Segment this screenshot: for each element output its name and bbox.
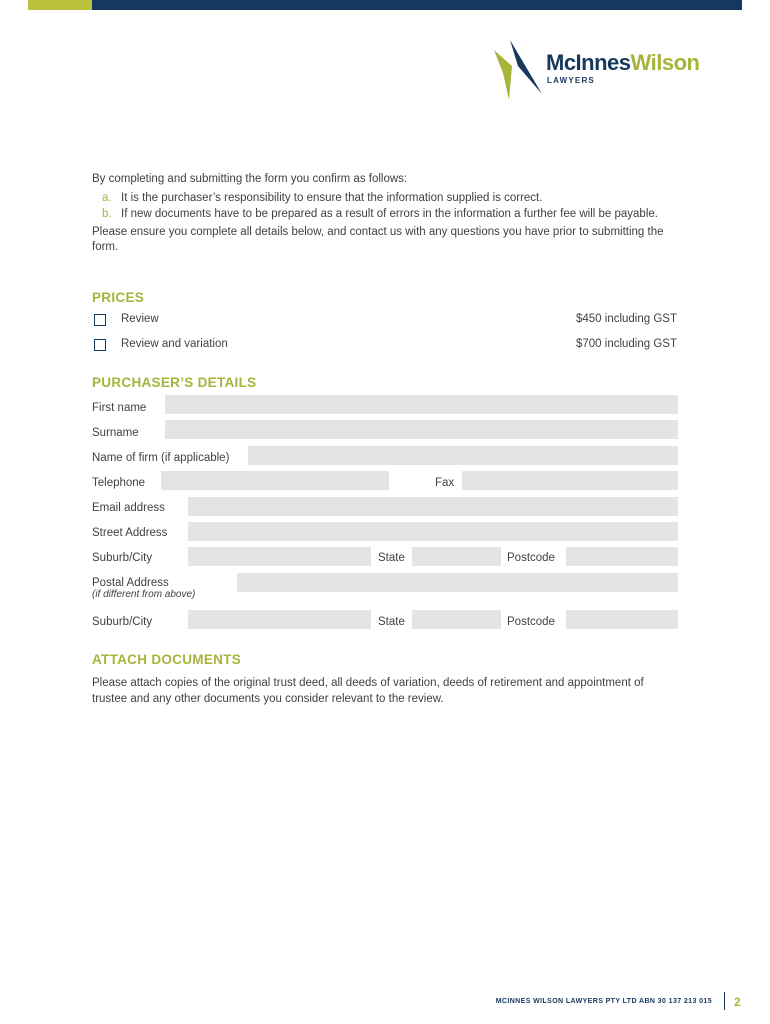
surname-field[interactable] — [165, 420, 678, 439]
telephone-field[interactable] — [161, 471, 389, 490]
logo-wordmark: McInnesWilson — [546, 50, 700, 75]
company-logo — [490, 36, 720, 102]
postcode-label: Postcode — [507, 552, 555, 564]
first-name-label: First name — [92, 402, 147, 414]
street-address-label: Street Address — [92, 527, 168, 539]
review-and-variation-checkbox[interactable] — [94, 339, 106, 351]
suburb-city-label: Suburb/City — [92, 552, 153, 564]
postal-suburb-city-field[interactable] — [188, 610, 371, 629]
confirmation-list — [92, 191, 682, 223]
fax-label: Fax — [435, 477, 455, 489]
list-marker: b. — [102, 208, 112, 220]
postal-suburb-city-label: Suburb/City — [92, 616, 153, 628]
purchaser-details-heading: PURCHASER’S DETAILS — [92, 375, 257, 390]
state-field[interactable] — [412, 547, 501, 566]
price-amount: $450 including GST — [575, 313, 677, 325]
list-marker: a. — [102, 191, 112, 204]
postal-address-field[interactable] — [237, 573, 678, 592]
page-number: 2 — [734, 995, 741, 1009]
confirmation-item — [92, 207, 682, 223]
header-accent-bar-navy — [92, 0, 742, 10]
postal-address-note: (if different from above) — [92, 589, 196, 600]
postal-state-label: State — [378, 616, 405, 628]
confirmation-item — [92, 191, 682, 207]
mcinnes-wilson-logo-icon — [490, 36, 546, 102]
price-option-review — [92, 313, 677, 329]
firm-name-field[interactable] — [248, 446, 678, 465]
footer-company-info: MCINNES WILSON LAWYERS PTY LTD ABN 30 137 213 015 — [495, 998, 712, 1005]
price-amount: $700 including GST — [575, 338, 677, 350]
postal-postcode-label: Postcode — [507, 616, 555, 628]
email-field[interactable] — [188, 497, 678, 516]
fax-field[interactable] — [462, 471, 678, 490]
firm-name-label: Name of firm (if applicable) — [92, 452, 230, 464]
header-accent-bar-green — [28, 0, 92, 10]
street-address-field[interactable] — [188, 522, 678, 541]
confirmation-text: If new documents have to be prepared as a result of errors in the information a further fee will be payable. — [121, 208, 658, 220]
suburb-city-field[interactable] — [188, 547, 371, 566]
confirmation-text: It is the purchaser’s responsibility to ensure that the information supplied is correct. — [121, 191, 543, 204]
first-name-field[interactable] — [165, 395, 678, 414]
logo-subtitle: LAWYERS — [547, 76, 595, 85]
price-option-label: Review — [121, 313, 159, 325]
price-option-label: Review and variation — [121, 338, 228, 350]
state-label: State — [378, 552, 405, 564]
postal-state-field[interactable] — [412, 610, 501, 629]
intro-closing: Please ensure you complete all details below, and contact us with any questions you have prior to submitting the form. — [92, 225, 664, 253]
attach-documents-heading: ATTACH DOCUMENTS — [92, 652, 242, 667]
prices-heading: PRICES — [92, 290, 145, 305]
telephone-label: Telephone — [92, 477, 146, 489]
intro-section — [92, 172, 682, 256]
surname-label: Surname — [92, 427, 139, 439]
price-option-review-and-variation — [92, 338, 677, 354]
postal-address-label: Postal Address — [92, 577, 169, 589]
attach-documents-text: Please attach copies of the original trust deed, all deeds of variation, deeds of retirement and appointment of trustee and any other documents you consider relevant to the review. — [92, 677, 644, 705]
email-label: Email address — [92, 502, 165, 514]
postal-postcode-field[interactable] — [566, 610, 678, 629]
intro-lead: By completing and submitting the form you confirm as follows: — [92, 173, 408, 185]
footer-divider — [724, 992, 725, 1010]
review-checkbox[interactable] — [94, 314, 106, 326]
postcode-field[interactable] — [566, 547, 678, 566]
